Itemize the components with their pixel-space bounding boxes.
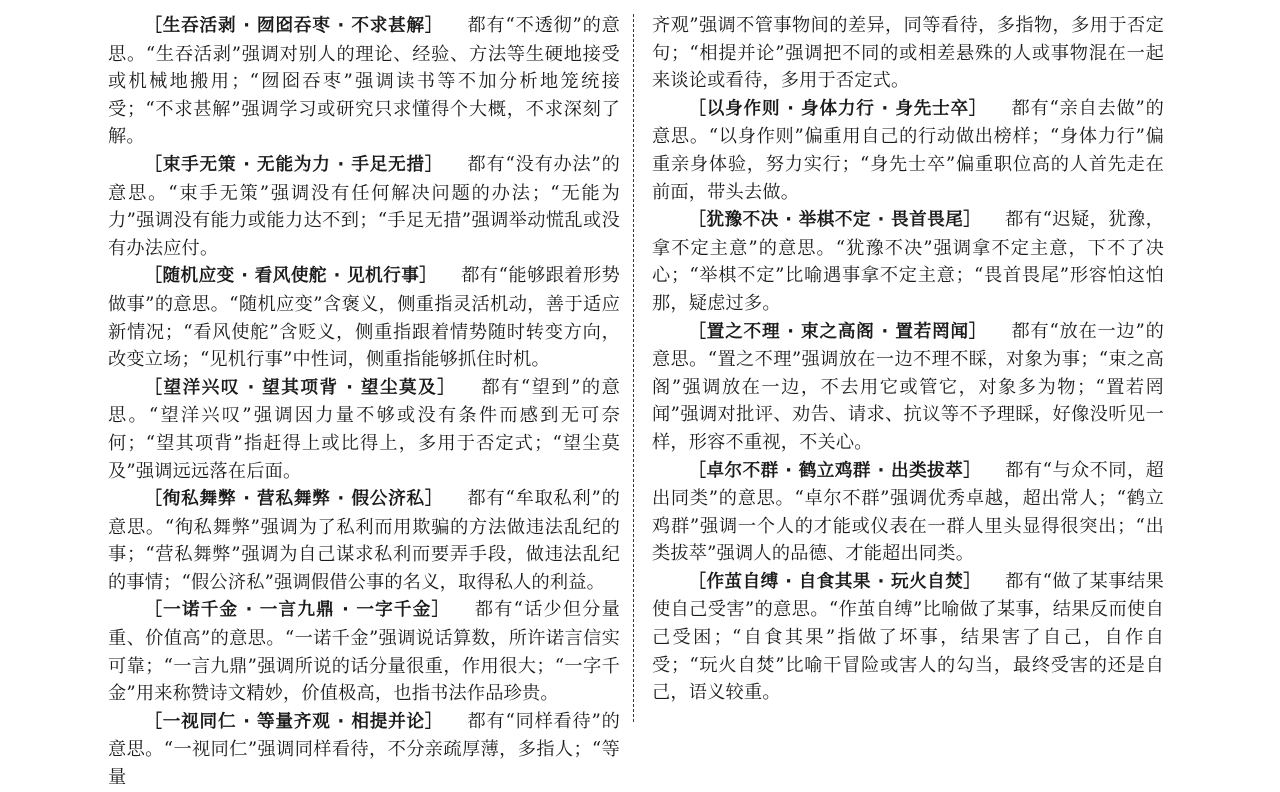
entry-3	[108, 262, 620, 373]
entry-text: 都有“放在一边”的意思。“置之不理”强调放在一边不理不睬，对象为事；“束之高阁”强调放在一边，不去用它或管它，对象多为物；“置若罔闻”强调对批评、劝告、请求、抗议等不予理睬，好像没听见一样，形容不重视，不关心。	[652, 320, 1164, 453]
entry-text: 都有“迟疑，犹豫，拿不定主意”的意思。“犹豫不决”强调拿不定主意，下不了决心；“举棋不定”比喻遇事拿不定主意；“畏首畏尾”形容怕这怕那，疑虑过多。	[652, 209, 1164, 314]
column-divider	[633, 14, 634, 722]
entry-heading: ［望洋兴叹 · 望其项背 · 望尘莫及］	[144, 377, 457, 398]
entry-text: 都有“话少但分量重、价值高”的意思。“一诺千金”强调说话算数，所许诺言信实可靠；“一言九鼎”强调所说的话分量很重，作用很大；“一字千金”用来称赞诗文精妙，价值极高，也指书法作品珍贵。	[108, 599, 620, 705]
entry-11	[652, 457, 1164, 568]
entry-heading: ［犹豫不决 · 举棋不定 · 畏首畏尾］	[688, 210, 982, 231]
entry-text: 都有“亲自去做”的意思。“以身作则”偏重用自己的行动做出榜样；“身体力行”偏重亲身体验，努力实行；“身先士卒”偏重职位高的人首先走在前面，带头去做。	[652, 97, 1164, 203]
entry-text: 都有“没有办法”的意思。“束手无策”强调没有任何解决问题的办法；“无能为力”强调没有能力或能力达不到；“手足无措”强调举动慌乱或没有办法应付。	[108, 153, 620, 259]
entry-text: 都有“能够跟着形势做事”的意思。“随机应变”含褒义，侧重指灵活机动，善于适应新情况；“看风使舵”含贬义，侧重指跟着情势随时转变方向，改变立场；“见机行事”中性词，侧重指能够抓住时机。	[108, 265, 620, 371]
entry-8	[652, 95, 1164, 206]
entry-heading: ［生吞活剥 · 囫囵吞枣 · 不求甚解］	[144, 16, 444, 36]
entry-heading: ［徇私舞弊 · 营私舞弊 · 假公济私］	[144, 489, 444, 510]
entry-4	[108, 374, 620, 485]
entry-text: 都有“牟取私利”的意思。“徇私舞弊”强调为了私利而用欺骗的方法做违法乱纪的事；“营私舞弊”强调为自己谋求私利而要弄手段，做违法乱纪的事情；“假公济私”强调假借公事的名义，取得私人的利益。	[108, 488, 620, 593]
left-column	[108, 12, 620, 792]
entry-text: 都有“做了某事结果使自己受害”的意思。“作茧自缚”比喻做了某事，结果反而使自己受困；“自食其果”指做了坏事，结果害了自己，自作自受；“玩火自焚”比喻干冒险或害人的勾当，最终受害的还是自己，语义较重。	[652, 570, 1164, 704]
entry-heading: ［以身作则 · 身体力行 · 身先士卒］	[688, 98, 988, 119]
entry-9	[652, 206, 1164, 317]
entry-2	[108, 151, 620, 262]
entry-7	[108, 708, 620, 792]
entry-heading: ［随机应变 · 看风使舵 · 见机行事］	[144, 266, 438, 287]
right-column	[652, 12, 1164, 707]
entry-12	[652, 568, 1164, 707]
entry-heading: ［卓尔不群 · 鹤立鸡群 · 出类拔萃］	[688, 460, 982, 481]
entry-heading: ［一视同仁 · 等量齐观 · 相提并论］	[144, 711, 444, 732]
entry-5	[108, 485, 620, 596]
entry-1	[108, 12, 620, 151]
entry-7-continued	[652, 12, 1164, 95]
entry-heading: ［置之不理 · 束之高阁 · 置若罔闻］	[688, 321, 988, 342]
entry-6	[108, 596, 620, 707]
entry-text: 齐观”强调不管事物间的差异，同等看待，多指物，多用于否定句；“相提并论”强调把不同的或相差悬殊的人或事物混在一起来谈论或看待，多用于否定式。	[652, 15, 1164, 92]
entry-heading: ［作茧自缚 · 自食其果 · 玩火自焚］	[688, 571, 982, 592]
entry-text: 都有“同样看待”的意思。“一视同仁”强调同样看待，不分亲疏厚薄，多指人；“等量	[108, 710, 620, 789]
entry-text: 都有“不透彻”的意思。“生吞活剥”强调对别人的理论、经验、方法等生硬地接受或机械地搬用；“囫囵吞枣”强调读书等不加分析地笼统接受；“不求甚解”强调学习或研究只求懂得个大概，不求深刻了解。	[108, 15, 620, 148]
entry-heading: ［束手无策 · 无能为力 · 手足无措］	[144, 154, 444, 175]
entry-text: 都有“望到”的意思。“望洋兴叹”强调因力量不够或没有条件而感到无可奈何；“望其项背”指赶得上或比得上，多用于否定式；“望尘莫及”强调远远落在后面。	[108, 376, 620, 482]
entry-heading: ［一诺千金 · 一言九鼎 · 一字千金］	[144, 600, 451, 621]
entry-10	[652, 318, 1164, 457]
entry-text: 都有“与众不同，超出同类”的意思。“卓尔不群”强调优秀卓越，超出常人；“鹤立鸡群”强调一个人的才能或仪表在一群人里头显得很突出；“出类拔萃”强调人的品德、才能超出同类。	[652, 459, 1164, 565]
